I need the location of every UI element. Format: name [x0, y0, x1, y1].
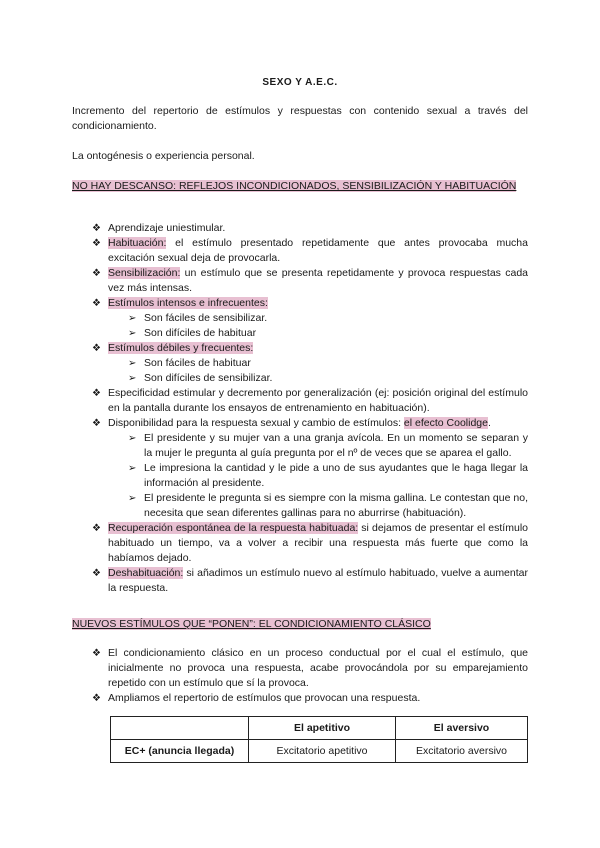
arrowhead-bullet-icon: ➢: [128, 433, 137, 444]
term-habituacion: Habituación:: [108, 237, 167, 249]
term-recuperacion-espontanea: Recuperación espontánea de la respuesta habituada:: [108, 522, 359, 534]
list-item: ❖ Especificidad estimular y decremento por generalización (ej: posición original del estímulo en la pantalla durante los ensayos de entrenamiento en habituación).: [92, 387, 528, 414]
arrowhead-bullet-icon: ➢: [128, 313, 137, 324]
diamond-bullet-icon: ❖: [92, 238, 101, 249]
diamond-bullet-icon: ❖: [92, 298, 101, 309]
arrowhead-bullet-icon: ➢: [128, 493, 137, 504]
table-cell: EC+ (anuncia llegada): [111, 740, 249, 763]
list-item: ❖ El condicionamiento clásico en un proceso conductual por el cual el estímulo, que inicialmente no provoca una respuesta, acabe provocándola por su emparejamiento repetido con un estímulo que sí la provoca.: [92, 647, 528, 689]
section1-heading: [72, 179, 528, 194]
table-header-cell: El apetitivo: [249, 717, 396, 740]
intro-paragraph: Incremento del repertorio de estímulos y respuestas con contenido sexual a través del condicionamiento.: [72, 105, 528, 132]
ontogenesis-paragraph: La ontogénesis o experiencia personal.: [72, 150, 255, 162]
sublist: [108, 431, 528, 521]
sublist-item: ➢ Le impresiona la cantidad y le pide a uno de sus ayudantes que le haga llegar la información al presidente.: [128, 462, 528, 489]
list-item: [92, 296, 528, 341]
term-estimulos-intensos: Estímulos intensos e infrecuentes:: [108, 297, 268, 309]
section2-heading: [72, 617, 528, 632]
sublist-item: ➢ Son fáciles de sensibilizar.: [128, 312, 268, 324]
list-item: ❖ Disponibilidad para la respuesta sexual y cambio de estímulos: el efecto Coolidge. ➢ El presidente y su mujer van a una granja avícola. En un momento se separan y la mujer le pregunta al guía pregunta por el nº de veces que se aparea el gallo. ➢ Le impresiona la cantidad y le pide a uno de sus ayudantes que le haga llegar la información al presidente. ➢ El presidente le pregunta si es siempre con la misma gallina. Le contestan que no, necesita que sean diferentes gallinas para no aburrirse (habituación).: [92, 417, 528, 519]
sublist-item: ➢ Son difíciles de habituar: [128, 327, 257, 339]
arrowhead-bullet-icon: ➢: [128, 463, 137, 474]
table-cell: Excitatorio apetitivo: [249, 740, 396, 763]
diamond-bullet-icon: ❖: [92, 568, 101, 579]
section1-list: [92, 221, 528, 596]
diamond-bullet-icon: ❖: [92, 388, 101, 399]
list-item: [92, 341, 528, 386]
term-estimulos-debiles: Estímulos débiles y frecuentes:: [108, 342, 254, 354]
list-item: ❖ Habituación: el estímulo presentado repetidamente que antes provocaba mucha excitación sexual deja de provocarla.: [92, 237, 528, 264]
table-row: [111, 740, 528, 763]
document-title: SEXO Y A.E.C.: [262, 77, 338, 88]
list-item: ❖ Sensibilización: un estímulo que se presenta repetidamente y provoca respuestas cada vez más intensas.: [92, 267, 528, 294]
diamond-bullet-icon: ❖: [92, 343, 101, 354]
term-deshabituacion: Deshabituación:: [108, 567, 184, 579]
section2-heading-text: NUEVOS ESTÍMULOS QUE “PONEN”: EL CONDICIONAMIENTO CLÁSICO: [72, 618, 431, 630]
conditioning-table: [110, 716, 528, 763]
sublist-item: ➢ Son fáciles de habituar: [128, 357, 251, 369]
table-cell: Excitatorio aversivo: [396, 740, 528, 763]
table-header-cell: El aversivo: [396, 717, 528, 740]
list-item: ❖ Ampliamos el repertorio de estímulos que provocan una respuesta.: [92, 692, 421, 704]
sublist-item: ➢ Son difíciles de sensibilizar.: [128, 372, 273, 384]
diamond-bullet-icon: ❖: [92, 418, 101, 429]
term-sensibilizacion: Sensibilización:: [108, 267, 181, 279]
table-header-cell: [111, 717, 249, 740]
diamond-bullet-icon: ❖: [92, 648, 101, 659]
diamond-bullet-icon: ❖: [92, 223, 101, 234]
term-efecto-coolidge: el efecto Coolidge: [403, 417, 488, 429]
diamond-bullet-icon: ❖: [92, 693, 101, 704]
list-item: ❖ Aprendizaje uniestimular.: [92, 222, 226, 234]
arrowhead-bullet-icon: ➢: [128, 358, 137, 369]
arrowhead-bullet-icon: ➢: [128, 373, 137, 384]
sublist: [108, 356, 528, 386]
sublist-item: ➢ El presidente le pregunta si es siempre con la misma gallina. Le contestan que no, necesita que sean diferentes gallinas para no aburrirse (habituación).: [128, 492, 528, 519]
section2-list: [92, 646, 528, 706]
sublist: [108, 311, 528, 341]
list-item: ❖ Recuperación espontánea de la respuesta habituada: si dejamos de presentar el estímulo habituado un tiempo, va a volver a recibir una respuesta más fuerte que como la habíamos dejado.: [92, 522, 528, 564]
sublist-item: ➢ El presidente y su mujer van a una granja avícola. En un momento se separan y la mujer le pregunta al guía pregunta por el nº de veces que se aparea el gallo.: [128, 432, 528, 459]
diamond-bullet-icon: ❖: [92, 268, 101, 279]
arrowhead-bullet-icon: ➢: [128, 328, 137, 339]
table-header-row: [111, 717, 528, 740]
list-item: ❖ Deshabituación: si añadimos un estímulo nuevo al estímulo habituado, vuelve a aumentar la respuesta.: [92, 567, 528, 594]
diamond-bullet-icon: ❖: [92, 523, 101, 534]
section1-heading-text: NO HAY DESCANSO: REFLEJOS INCONDICIONADOS, SENSIBILIZACIÓN Y HABITUACIÓN: [72, 180, 517, 192]
